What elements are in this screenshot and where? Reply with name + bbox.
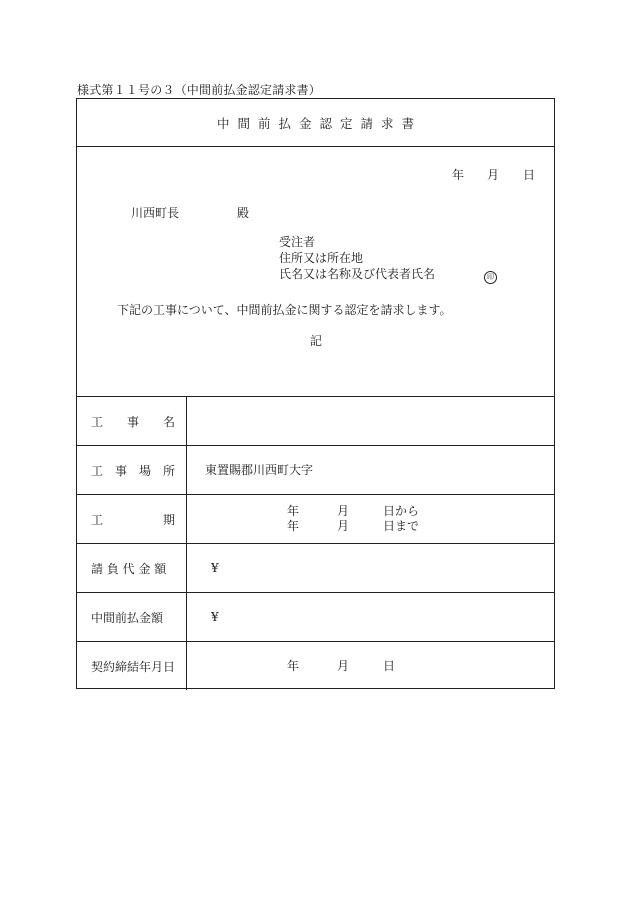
row-interim-advance-amount: [77, 593, 554, 642]
contract-amount-yen: ¥: [211, 561, 219, 575]
interim-advance-amount-yen: ¥: [211, 610, 219, 624]
construction-period-label: 工 期: [77, 495, 187, 543]
title-row: [77, 99, 554, 147]
date-day-field[interactable]: 日: [523, 168, 536, 182]
applicant-address-label: 住所又は所在地: [279, 251, 364, 265]
request-body: [77, 147, 554, 397]
contract-date-label: 契約締結年月日: [77, 642, 187, 690]
construction-site-label: 工 事 場 所: [77, 446, 187, 494]
construction-site-field[interactable]: [187, 446, 554, 494]
row-contract-date: [77, 642, 554, 690]
addressee-honorific: 殿: [237, 206, 250, 220]
construction-site-value: 東置賜郡川西町大字: [205, 463, 314, 477]
form-title: 中間前払金認定請求書: [216, 115, 422, 131]
contract-date-day: 日: [383, 659, 396, 673]
interim-advance-amount-label: 中間前払金額: [77, 593, 187, 641]
contract-date-year: 年: [287, 659, 300, 673]
addressee-name: 川西町長: [131, 206, 180, 220]
row-construction-period: [77, 495, 554, 544]
construction-period-field[interactable]: [187, 495, 554, 543]
date-year-field[interactable]: 年: [452, 168, 465, 182]
contract-date-month: 月: [337, 659, 350, 673]
period-from-year: 年: [287, 504, 300, 518]
construction-name-label: 工 事 名: [77, 397, 187, 445]
request-form: [76, 98, 555, 689]
row-construction-site: [77, 446, 554, 495]
request-text: 下記の工事について、中間前払金に関する認定を請求します。: [117, 303, 452, 317]
row-construction-name: [77, 397, 554, 446]
date-month-field[interactable]: 月: [487, 168, 500, 182]
contract-amount-label: 請 負 代 金 額: [77, 544, 187, 592]
interim-advance-amount-field[interactable]: [187, 593, 554, 641]
detail-table: [77, 397, 554, 690]
applicant-role: 受注者: [279, 235, 316, 249]
row-contract-amount: [77, 544, 554, 593]
contract-date-field[interactable]: [187, 642, 554, 690]
ki-label: 記: [310, 334, 323, 348]
period-to-day: 日まで: [383, 519, 420, 533]
period-to-year: 年: [287, 519, 300, 533]
contract-amount-field[interactable]: [187, 544, 554, 592]
construction-name-field[interactable]: [187, 397, 554, 445]
form-number: 様式第１１号の３（中間前払金認定請求書）: [77, 83, 322, 97]
period-to-month: 月: [337, 519, 350, 533]
period-from-month: 月: [337, 504, 350, 518]
period-from-day: 日から: [383, 504, 420, 518]
seal-mark: 印: [484, 271, 497, 284]
applicant-name-label: 氏名又は名称及び代表者氏名: [279, 267, 436, 281]
